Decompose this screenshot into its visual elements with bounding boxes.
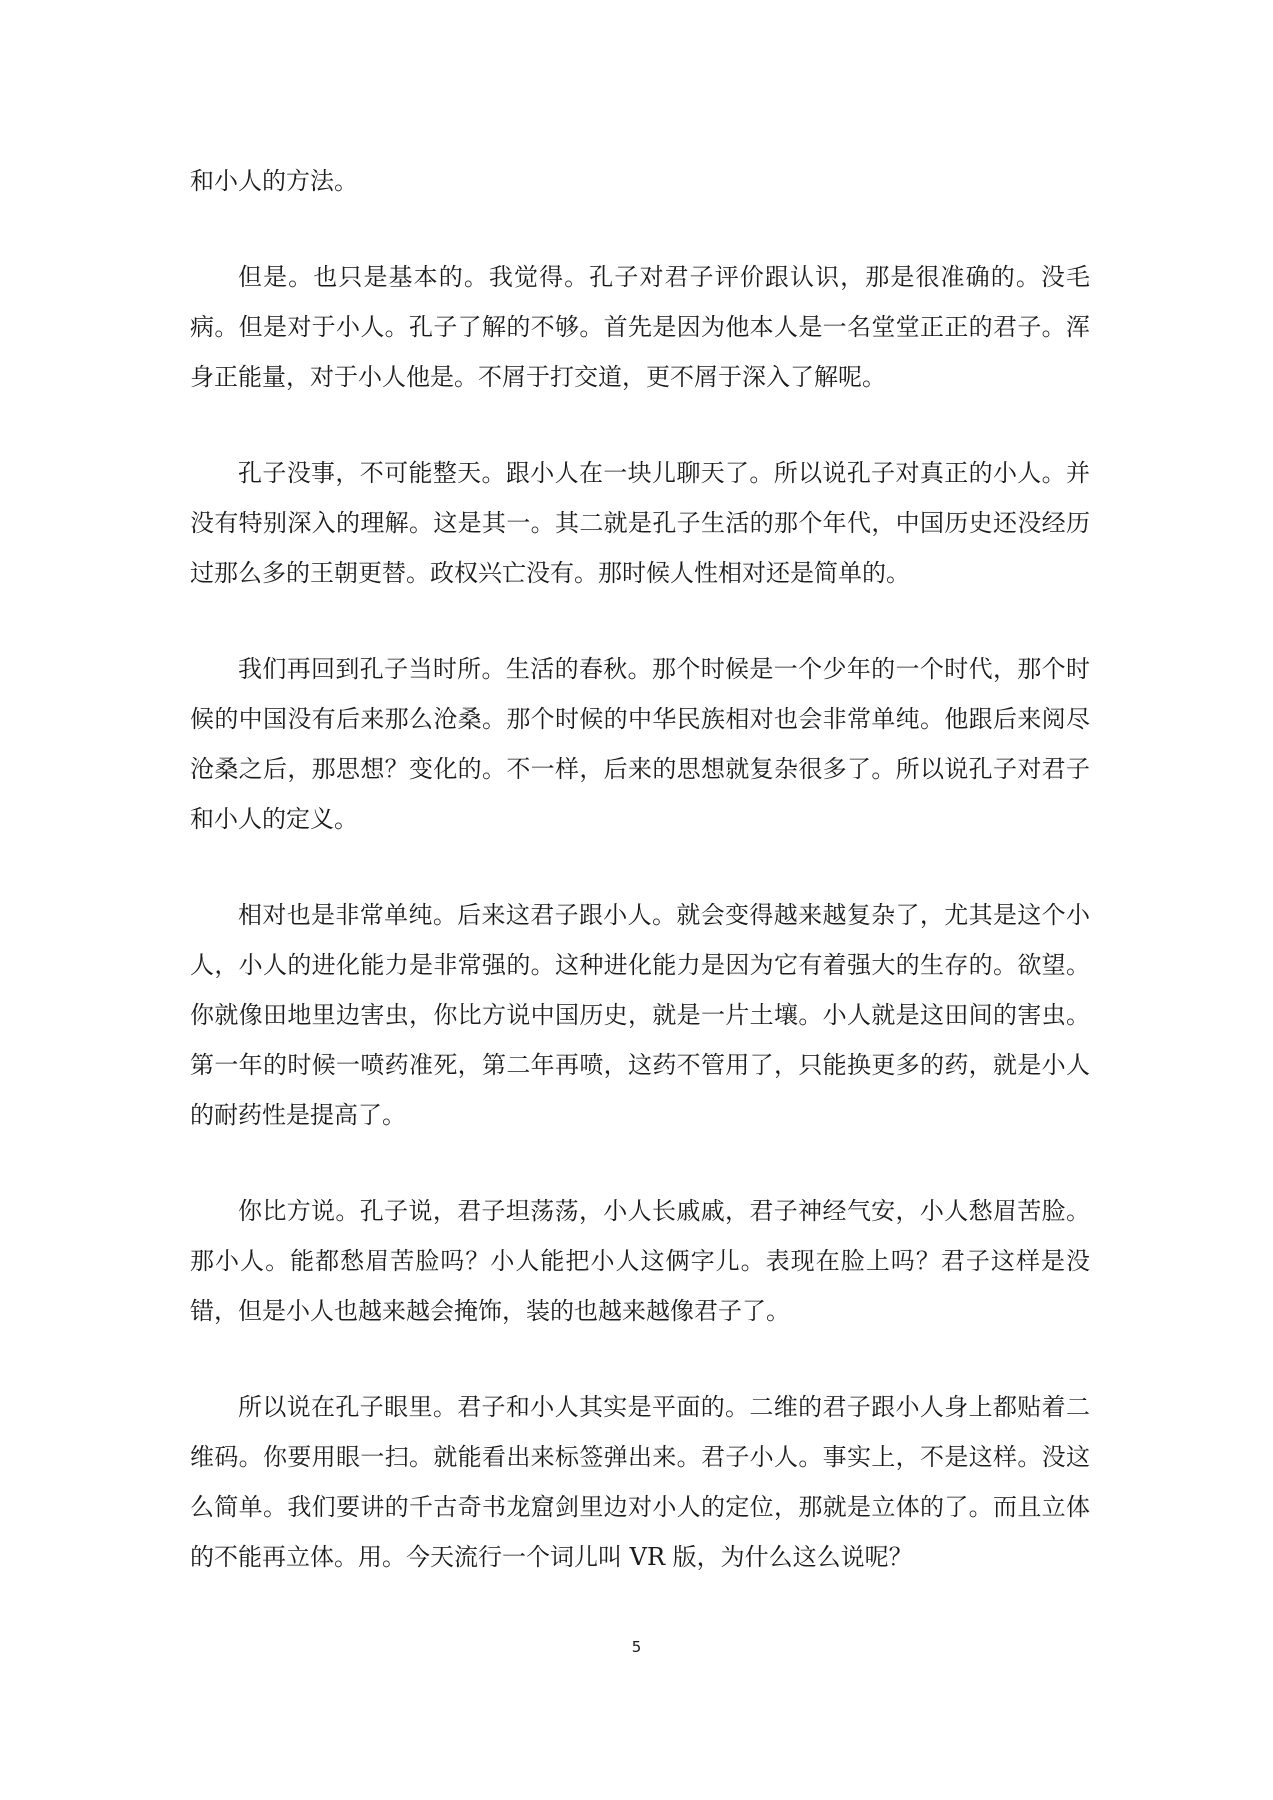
paragraph: 孔子没事，不可能整天。跟小人在一块儿聊天了。所以说孔子对真正的小人。并没有特别深入的理解。这是其一。其二就是孔子生活的那个年代，中国历史还没经历过那么多的王朝更替。政权兴亡没有。那时候人性相对还是简单的。 (190, 459, 1090, 587)
paragraph: 和小人的方法。 (190, 167, 358, 195)
paragraph: 所以说在孔子眼里。君子和小人其实是平面的。二维的君子跟小人身上都贴着二维码。你要用眼一扫。就能看出来标签弹出来。君子小人。事实上，不是这样。没这么简单。我们要讲的千古奇书龙窟剑里边对小人的定位，那就是立体的了。而且立体的不能再立体。用。今天流行一个词儿叫 VR 版，为什么这么说呢？ (190, 1393, 1090, 1571)
paragraph: 你比方说。孔子说，君子坦荡荡，小人长戚戚，君子神经气安，小人愁眉苦脸。那小人。能都愁眉苦脸吗？小人能把小人这俩字儿。表现在脸上吗？君子这样是没错，但是小人也越来越会掩饰，装的也越来越像君子了。 (190, 1197, 1090, 1325)
paragraph: 我们再回到孔子当时所。生活的春秋。那个时候是一个少年的一个时代，那个时候的中国没有后来那么沧桑。那个时候的中华民族相对也会非常单纯。他跟后来阅尽沧桑之后，那思想？变化的。不一样，后来的思想就复杂很多了。所以说孔子对君子和小人的定义。 (190, 655, 1090, 833)
paragraph: 但是。也只是基本的。我觉得。孔子对君子评价跟认识，那是很准确的。没毛病。但是对于小人。孔子了解的不够。首先是因为他本人是一名堂堂正正的君子。浑身正能量，对于小人他是。不屑于打交道，更不屑于深入了解呢。 (190, 263, 1090, 391)
paragraph: 相对也是非常单纯。后来这君子跟小人。就会变得越来越复杂了，尤其是这个小人，小人的进化能力是非常强的。这种进化能力是因为它有着强大的生存的。欲望。你就像田地里边害虫，你比方说中国历史，就是一片土壤。小人就是这田间的害虫。第一年的时候一喷药准死，第二年再喷，这药不管用了，只能换更多的药，就是小人的耐药性是提高了。 (190, 901, 1090, 1129)
body-text (190, 156, 1090, 1628)
page-number: 5 (631, 1638, 642, 1656)
